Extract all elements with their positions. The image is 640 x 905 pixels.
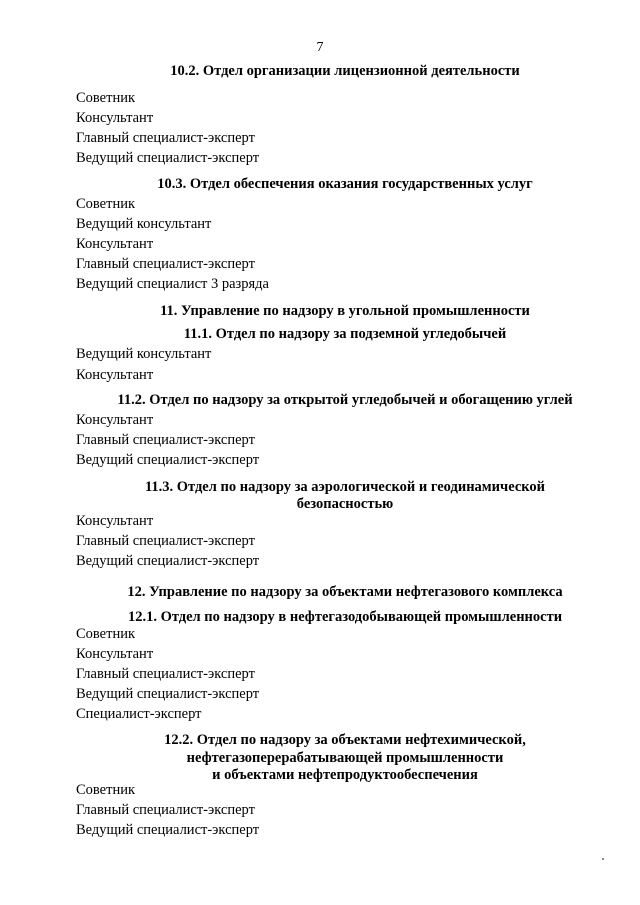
position-item: Ведущий консультант	[76, 216, 212, 232]
section-heading-11-3-cont: безопасностью	[296, 496, 394, 512]
position-item: Главный специалист-эксперт	[76, 666, 255, 682]
position-item: Советник	[76, 782, 136, 798]
section-heading-12: 12. Управление по надзору за объектами нефтегазового комплекса	[127, 584, 563, 600]
position-item: Главный специалист-эксперт	[76, 533, 255, 549]
position-item: Ведущий специалист-эксперт	[76, 150, 260, 166]
section-heading-12-1: 12.1. Отдел по надзору в нефтегазодобывающей промышленности	[127, 609, 563, 625]
position-item: Консультант	[76, 367, 154, 383]
page-number: 7	[316, 40, 324, 55]
position-item: Главный специалист-эксперт	[76, 432, 255, 448]
position-item: Ведущий специалист-эксперт	[76, 822, 260, 838]
section-heading-11-2: 11.2. Отдел по надзору за открытой угледобычей и обогащению углей	[117, 392, 573, 408]
position-item: Консультант	[76, 110, 154, 126]
section-heading-12-2: 12.2. Отдел по надзору за объектами нефтехимической,	[164, 732, 526, 748]
position-item: Специалист-эксперт	[76, 706, 202, 722]
position-item: Консультант	[76, 412, 154, 428]
position-item: Советник	[76, 626, 136, 642]
position-item: Консультант	[76, 236, 154, 252]
section-heading-12-2-cont: нефтегазоперерабатывающей промышленности	[186, 750, 504, 766]
section-heading-12-2-cont: и объектами нефтепродуктообеспечения	[212, 767, 478, 783]
section-heading-11-3: 11.3. Отдел по надзору за аэрологической и геодинамической	[144, 479, 546, 495]
position-item: Ведущий специалист 3 разряда	[76, 276, 269, 292]
position-item: Советник	[76, 196, 136, 212]
position-item: Ведущий консультант	[76, 346, 212, 362]
scan-speck	[602, 858, 604, 860]
position-item: Советник	[76, 90, 136, 106]
position-item: Главный специалист-эксперт	[76, 256, 255, 272]
section-heading-11: 11. Управление по надзору в угольной промышленности	[160, 303, 530, 319]
position-item: Консультант	[76, 646, 154, 662]
position-item: Консультант	[76, 513, 154, 529]
position-item: Ведущий специалист-эксперт	[76, 452, 260, 468]
section-heading-10-2: 10.2. Отдел организации лицензионной деятельности	[170, 63, 520, 79]
section-heading-10-3: 10.3. Отдел обеспечения оказания государственных услуг	[157, 176, 533, 192]
section-heading-11-1: 11.1. Отдел по надзору за подземной угледобычей	[183, 326, 507, 342]
position-item: Ведущий специалист-эксперт	[76, 553, 260, 569]
position-item: Ведущий специалист-эксперт	[76, 686, 260, 702]
position-item: Главный специалист-эксперт	[76, 802, 255, 818]
position-item: Главный специалист-эксперт	[76, 130, 255, 146]
